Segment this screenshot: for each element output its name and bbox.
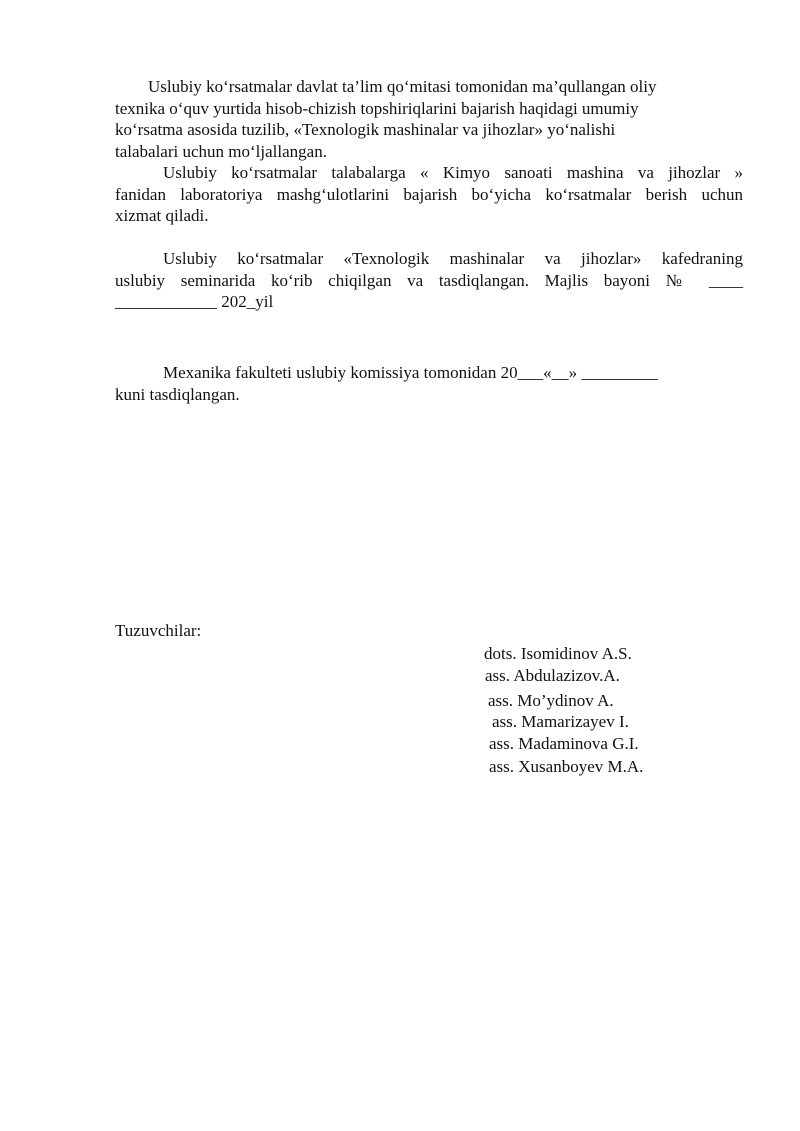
paragraph-line: ko‘rsatma asosida tuzilib, «Texnologik mashinalar va jihozlar» yo‘nalishi xyxy=(115,120,616,139)
compiler-name: ass. Xusanboyev M.A. xyxy=(489,757,644,776)
paragraph-line: Uslubiy ko‘rsatmalar davlat ta’lim qo‘mitasi tomonidan ma’qullangan oliy xyxy=(148,77,657,96)
paragraph-line: xizmat qiladi. xyxy=(115,206,209,225)
paragraph-line: talabalari uchun mo‘ljallangan. xyxy=(115,141,327,161)
paragraph-line: uslubiy seminarida ko‘rib chiqilgan va tasdiqlangan. Majlis bayoni № ____ xyxy=(115,270,743,290)
paragraph-line: Mexanika fakulteti uslubiy komissiya tomonidan 20___«__» _________ xyxy=(163,363,658,382)
compiler-name: ass. Madaminova G.I. xyxy=(489,734,639,753)
compiler-name: ass. Mo’ydinov A. xyxy=(488,691,614,710)
compiler-name: ass. Mamarizayev I. xyxy=(492,712,629,731)
compiler-name: dots. Isomidinov A.S. xyxy=(484,644,632,663)
paragraph-line: Uslubiy ko‘rsatmalar «Texnologik mashinalar va jihozlar» kafedraning xyxy=(163,249,743,268)
compilers-label: Tuzuvchilar: xyxy=(115,621,202,640)
compiler-name: ass. Abdulazizov.A. xyxy=(485,666,620,685)
paragraph-line: Uslubiy ko‘rsatmalar talabalarga « Kimyo sanoati mashina va jihozlar » xyxy=(163,163,743,182)
paragraph-line: fanidan laboratoriya mashg‘ulotlarini bajarish bo‘yicha ko‘rsatmalar berish uchun xyxy=(115,184,743,204)
paragraph-line: ____________ 202_yil xyxy=(115,292,274,311)
paragraph-line: kuni tasdiqlangan. xyxy=(115,384,240,404)
paragraph-line: texnika o‘quv yurtida hisob-chizish topshiriqlarini bajarish haqidagi umumiy xyxy=(115,98,639,118)
